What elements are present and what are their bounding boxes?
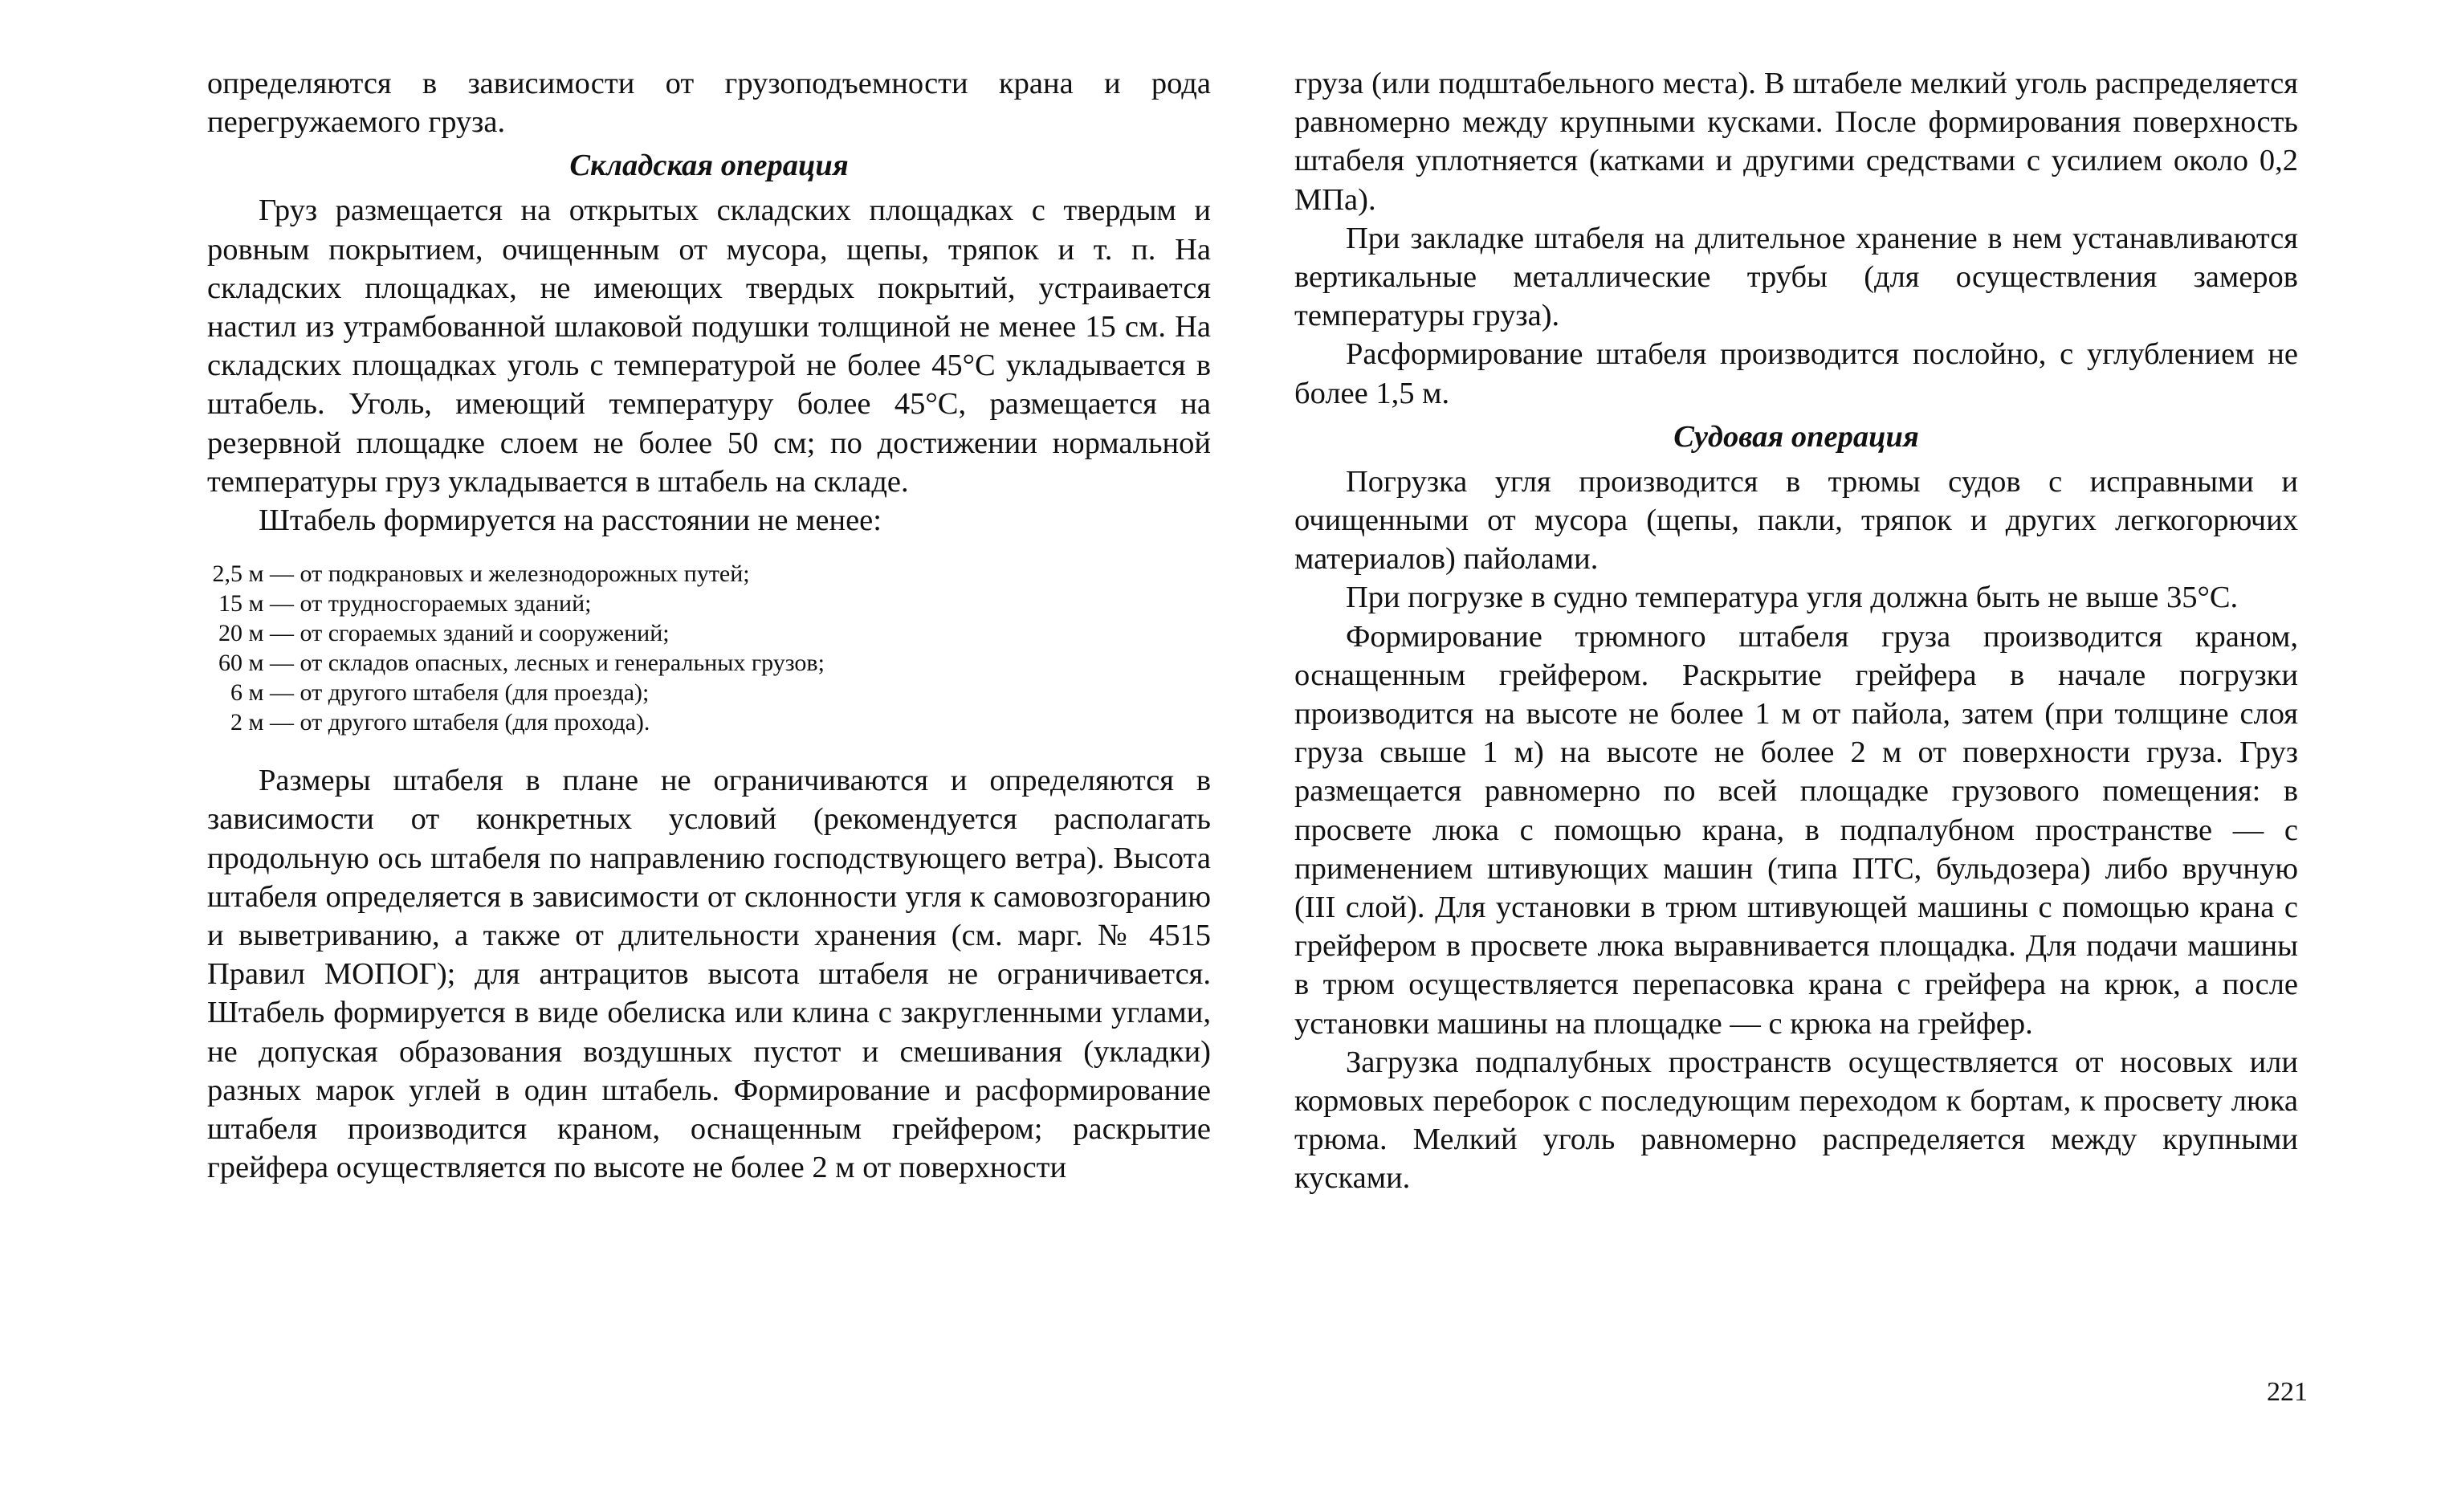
distance-text: м — от другого штабеля (для проезда); xyxy=(248,679,650,707)
ship-paragraph-2: При погрузке в судно температура угля должна быть не выше 35°С. xyxy=(1346,581,2239,615)
ship-paragraph-1: Погрузка угля производится в трюмы судов с исправными и очищенными от мусора (щепы, пакли, тряпок и других легкогорючих материалов) пайолами. xyxy=(1294,464,2298,577)
warehouse-paragraph-1: Груз размещается на открытых складских площадках с твердым и ровным покрытием, очищенным от мусора, щепы, тряпок и т. п. На складских площадках, не имеющих твердых покрытий, устраивается настил из утрамбованной шлаковой подушки толщиной не менее 15 см. На складских площадках уголь с температурой не более 45°С укладывается в штабель. Уголь, имеющий температуру более 45°С, размещается на резервной площадке слоем не более 50 см; по достижении нормальной температуры груз укладывается в штабель на складе. xyxy=(207,194,1211,499)
distance-text: м — от трудносгораемых зданий; xyxy=(248,590,592,617)
distance-value: 2 xyxy=(230,709,242,736)
section-heading-ship: Судовая операция xyxy=(1673,419,1919,454)
continuation-paragraph: груза (или подштабельного места). В штабеле мелкий уголь распределяется равномерно между крупными кусками. После формирования поверхность штабеля уплотняется (катками и другими средствами с усилием около 0,2 МПа). xyxy=(1294,67,2298,217)
right-column xyxy=(1294,64,2298,1198)
distance-value: 20 xyxy=(218,620,242,647)
storage-paragraph: При закладке штабеля на длительное хранение в нем устанавливаются вертикальные металлические трубы (для осуществления замеров температуры груза). xyxy=(1294,221,2298,333)
distance-item xyxy=(207,648,1211,678)
distance-item xyxy=(207,559,1211,589)
ship-paragraph-3: Формирование трюмного штабеля груза производится краном, оснащенным грейфером. Раскрытие грейфера в начале погрузки производится на высоте не более 1 м от пайола, затем (при толщине слоя груза свыше 1 м) на высоте не более 2 м от поверхности груза. Груз размещается равномерно по всей площадке грузового помещения: в просвете люка с помощью крана, в подпалубном пространстве — с применением штивующих машин (типа ПТС, бульдозера) либо вручную (III слой). Для установки в трюм штивующей машины с помощью крана с грейфером в просвете люка выравнивается площадка. Для подачи машины в трюм осуществляется перепасовка крана с грейфера на крюк, а после установки машины на площадке — с крюка на грейфер. xyxy=(1294,619,2298,1041)
left-column xyxy=(207,64,1211,1187)
distance-value: 15 xyxy=(218,590,242,617)
page-number: 221 xyxy=(2267,1377,2308,1407)
distance-text: м — от другого штабеля (для прохода). xyxy=(248,709,650,736)
distance-list xyxy=(207,559,1211,737)
distance-item xyxy=(207,589,1211,618)
distance-item xyxy=(207,618,1211,648)
warehouse-paragraph-3: Размеры штабеля в плане не ограничиваются и определяются в зависимости от конкретных условий (рекомендуется располагать продольную ось штабеля по направлению господствующего ветра). Высота штабеля определяется в зависимости от склонности угля к самовозгоранию и выветриванию, а также от длительности хранения (см. марг. № 4515 Правил МОПОГ); для антрацитов высота штабеля не ограничивается. Штабель формируется в виде обелиска или клина с закругленными углами, не допуская образования воздушных пустот и смешивания (укладки) разных марок углей в один штабель. Формирование и расформирование штабеля производится краном, оснащенным грейфером; раскрытие грейфера осуществляется по высоте не более 2 м от поверхности xyxy=(207,764,1211,1185)
ship-paragraph-4: Загрузка подпалубных пространств осуществляется от носовых или кормовых переборок с последующим переходом к бортам, к просвету люка трюма. Мелкий уголь равномерно распределяется между крупными кусками. xyxy=(1294,1045,2298,1196)
warehouse-paragraph-2: Штабель формируется на расстоянии не менее: xyxy=(259,503,882,538)
distance-item xyxy=(207,678,1211,707)
section-heading-warehouse: Складская операция xyxy=(569,149,849,183)
disassembly-paragraph: Расформирование штабеля производится послойно, с углублением не более 1,5 м. xyxy=(1294,337,2298,410)
intro-paragraph: определяются в зависимости от грузоподъемности крана и рода перегружаемого груза. xyxy=(207,67,1211,140)
distance-text: м — от складов опасных, лесных и генеральных грузов; xyxy=(248,650,825,677)
distance-value: 60 xyxy=(218,650,242,677)
distance-value: 6 xyxy=(230,679,242,707)
distance-text: м — от сгораемых зданий и сооружений; xyxy=(248,620,670,647)
distance-item xyxy=(207,707,1211,737)
distance-text: м — от подкрановых и железнодорожных путей; xyxy=(248,560,750,588)
distance-value: 2,5 xyxy=(212,560,242,588)
